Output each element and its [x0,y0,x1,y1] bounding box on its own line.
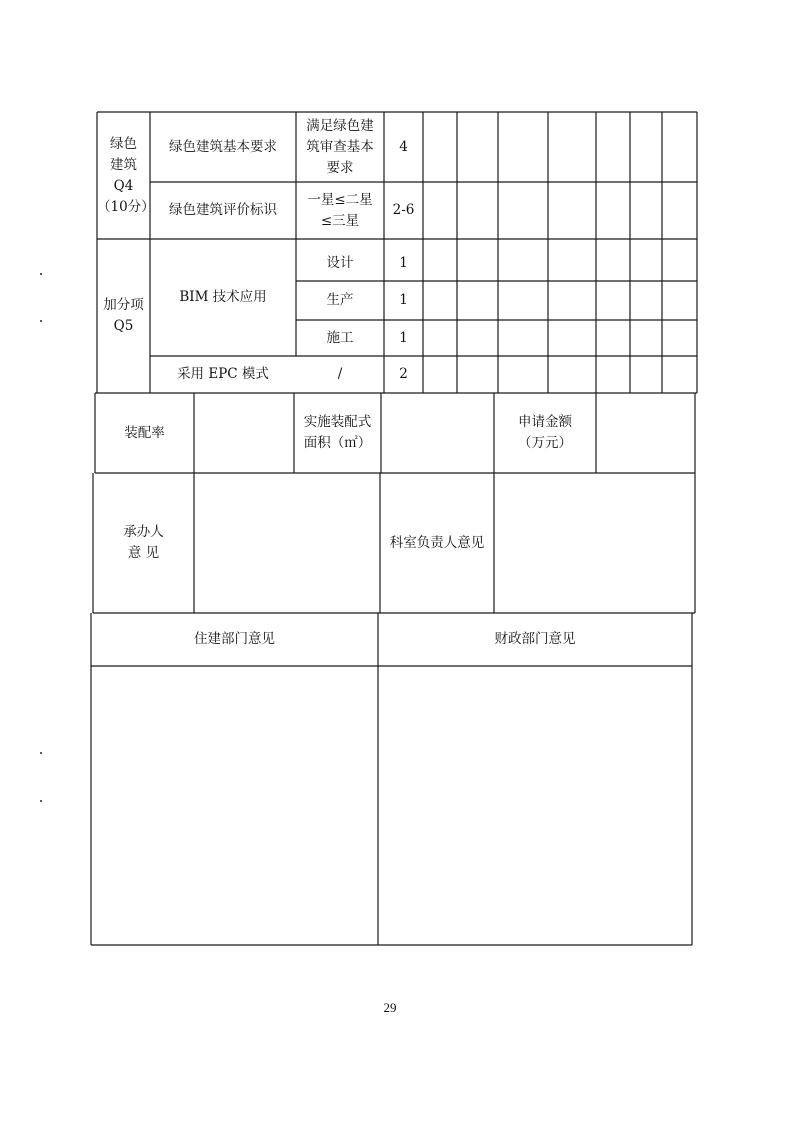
green-building-category: 绿色 建筑 Q4 （10分） [97,135,155,215]
bim-design-condition: 设计 [326,254,354,271]
handler-opinion-label: 承办人 意 见 [123,524,164,561]
application-amount-label: 申请金额 （万元） [518,414,572,451]
bim-construction-score: 1 [399,329,408,346]
bim-design-score: 1 [399,254,408,271]
bim-production-score: 1 [399,292,408,308]
green-basic-requirement-score: 4 [399,138,408,155]
bim-production-condition: 生产 [326,292,354,308]
page-number: 29 [383,1000,397,1015]
green-rating-label-score: 2-6 [392,202,415,218]
section-head-opinion-label: 科室负责人意见 [389,534,485,551]
prefab-area-label: 实施装配式 面积（㎡） [303,414,372,451]
green-basic-requirement-condition: 满足绿色建 筑审查基本 要求 [306,117,374,176]
bim-item: BIM 技术应用 [179,289,267,305]
scan-speck [40,800,42,802]
epc-condition: / [337,366,343,382]
epc-item: 采用 EPC 模式 [177,366,269,382]
scan-speck [40,320,42,322]
bonus-category: 加分项 Q5 [103,297,144,334]
finance-dept-opinion-label: 财政部门意见 [494,631,576,647]
housing-dept-opinion-label: 住建部门意见 [194,631,275,647]
bim-construction-condition: 施工 [326,329,354,346]
green-rating-label-item: 绿色建筑评价标识 [169,202,277,218]
scan-speck [40,752,42,754]
assembly-rate-label: 装配率 [124,424,165,441]
scan-speck [40,273,42,275]
green-rating-label-condition: 一星≤二星 ≤三星 [307,191,373,229]
green-basic-requirement-item: 绿色建筑基本要求 [169,138,277,155]
epc-score: 2 [399,366,408,382]
